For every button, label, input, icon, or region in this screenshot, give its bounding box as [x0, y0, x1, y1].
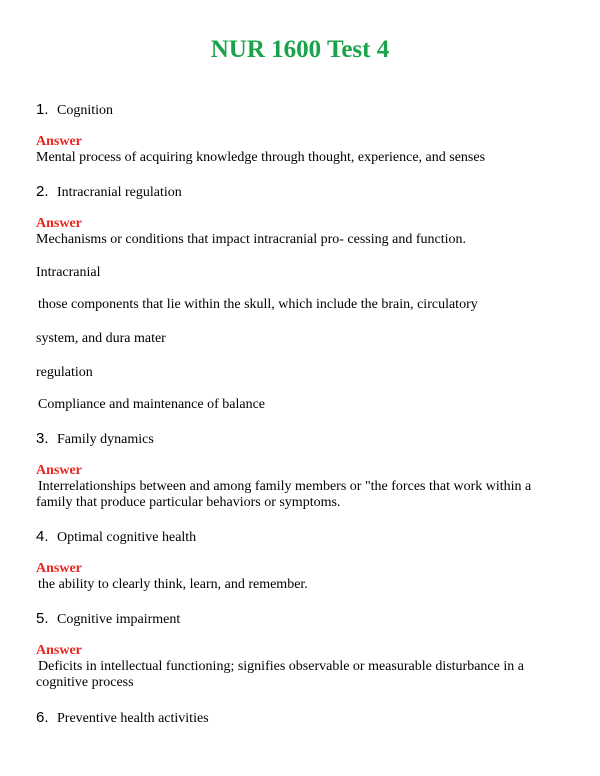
question-number: 2.: [36, 183, 49, 200]
question-number: 4.: [36, 528, 49, 545]
note-line: system, and dura mater: [36, 331, 166, 346]
note-line: those components that lie within the skull, which include the brain, circulatory: [38, 297, 478, 312]
answer-text: Deficits in intellectual functioning; signifies observable or measurable disturbance in a cognitive process: [36, 659, 524, 690]
question-text: Cognitive impairment: [57, 612, 181, 627]
question-text: Intracranial regulation: [57, 185, 182, 200]
question-number: 1.: [36, 101, 49, 118]
answer-label: Answer: [36, 463, 82, 478]
question-number: 6.: [36, 709, 49, 726]
answer-text: the ability to clearly think, learn, and remember.: [38, 577, 308, 592]
question-number: 3.: [36, 430, 49, 447]
question-text: Optimal cognitive health: [57, 530, 197, 545]
answer-label: Answer: [36, 134, 82, 149]
answer-label: Answer: [36, 643, 82, 658]
answer-label: Answer: [36, 216, 82, 231]
note-line: Intracranial: [36, 265, 101, 280]
question-text: Cognition: [57, 103, 114, 118]
answer-text: Mechanisms or conditions that impact intracranial pro- cessing and function.: [36, 232, 466, 247]
question-text: Family dynamics: [57, 432, 154, 447]
question-text: Preventive health activities: [57, 711, 209, 726]
answer-label: Answer: [36, 561, 82, 576]
note-line: Compliance and maintenance of balance: [38, 397, 266, 412]
answer-text: Mental process of acquiring knowledge through thought, experience, and senses: [36, 150, 486, 165]
document-title: NUR 1600 Test 4: [210, 36, 390, 63]
question-number: 5.: [36, 610, 49, 627]
note-line: regulation: [36, 365, 93, 380]
answer-text: Interrelationships between and among family members or "the forces that work within a family that produce particular behaviors or symptoms.: [36, 479, 532, 510]
